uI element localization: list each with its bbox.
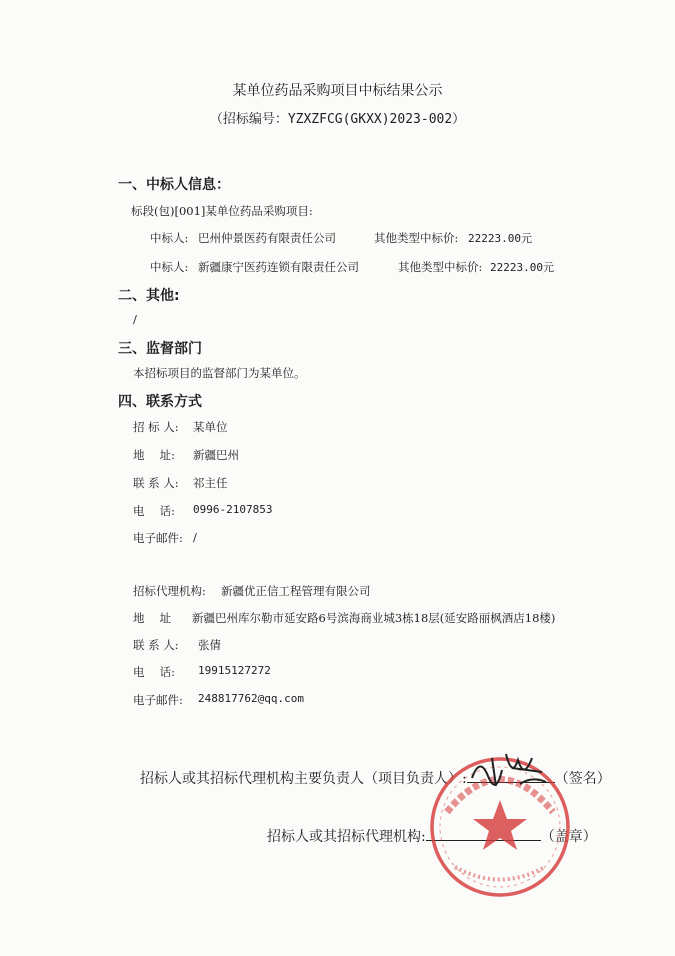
section2-heading: 二、其他:	[118, 288, 180, 304]
winner-price: 22223.00元	[490, 261, 554, 274]
contact-value: 新疆巴州库尔勒市延安路6号滨海商业城3栋18层(延安路丽枫酒店18楼)	[192, 611, 556, 625]
contact-value: /	[193, 530, 197, 544]
section3-heading: 三、监督部门	[118, 341, 202, 357]
contact-value: 248817762@qq.com	[198, 692, 304, 705]
section1-heading: 一、中标人信息：	[118, 177, 230, 193]
contact-value: 19915127272	[198, 664, 271, 677]
contact-label: 电子邮件:	[133, 693, 183, 707]
winner-label: 中标人:	[150, 260, 189, 274]
contact-label: 地 址	[133, 611, 172, 625]
lot-line: 标段(包)[001]某单位药品采购项目:	[131, 204, 313, 218]
signature-label: 招标人或其招标代理机构主要负责人（项目负责人）:	[140, 771, 467, 787]
contact-label: 联 系 人:	[133, 638, 179, 652]
contact-value: 新疆巴州	[193, 448, 239, 462]
seal-suffix: （盖章）	[540, 829, 597, 845]
contact-label: 电 话:	[133, 504, 176, 518]
section2-content: /	[133, 312, 137, 326]
winner-label: 中标人:	[150, 231, 189, 245]
winner-price: 22223.00元	[468, 232, 532, 245]
contact-label: 地 址:	[133, 448, 176, 462]
handwritten-signature	[462, 748, 552, 794]
winner-name: 新疆康宁医药连锁有限责任公司	[198, 260, 359, 274]
winner-name: 巴州仲景医药有限责任公司	[198, 231, 336, 245]
contact-value: 某单位	[193, 420, 228, 434]
contact-label: 联 系 人:	[133, 476, 179, 490]
winner-price-label: 其他类型中标价:	[374, 231, 459, 245]
signature-suffix: （签名）	[554, 771, 611, 787]
contact-label: 电子邮件:	[133, 531, 183, 545]
contact-value: 0996-2107853	[193, 503, 273, 516]
contact-label: 招标代理机构:	[133, 584, 206, 598]
seal-label: 招标人或其招标代理机构:	[267, 829, 426, 845]
contact-label: 招 标 人:	[133, 420, 179, 434]
winner-price-label: 其他类型中标价:	[398, 260, 483, 274]
contact-label: 电 话:	[133, 665, 176, 679]
contact-value: 张倩	[198, 638, 221, 652]
section3-content: 本招标项目的监督部门为某单位。	[133, 366, 306, 380]
contact-value: 新疆优正信工程管理有限公司	[221, 584, 371, 598]
page-title: 某单位药品采购项目中标结果公示	[232, 83, 443, 99]
contact-value: 祁主任	[193, 476, 228, 490]
tender-number: （招标编号：YZXZFCG(GKXX)2023-002）	[209, 112, 466, 127]
section4-heading: 四、联系方式	[118, 394, 202, 410]
